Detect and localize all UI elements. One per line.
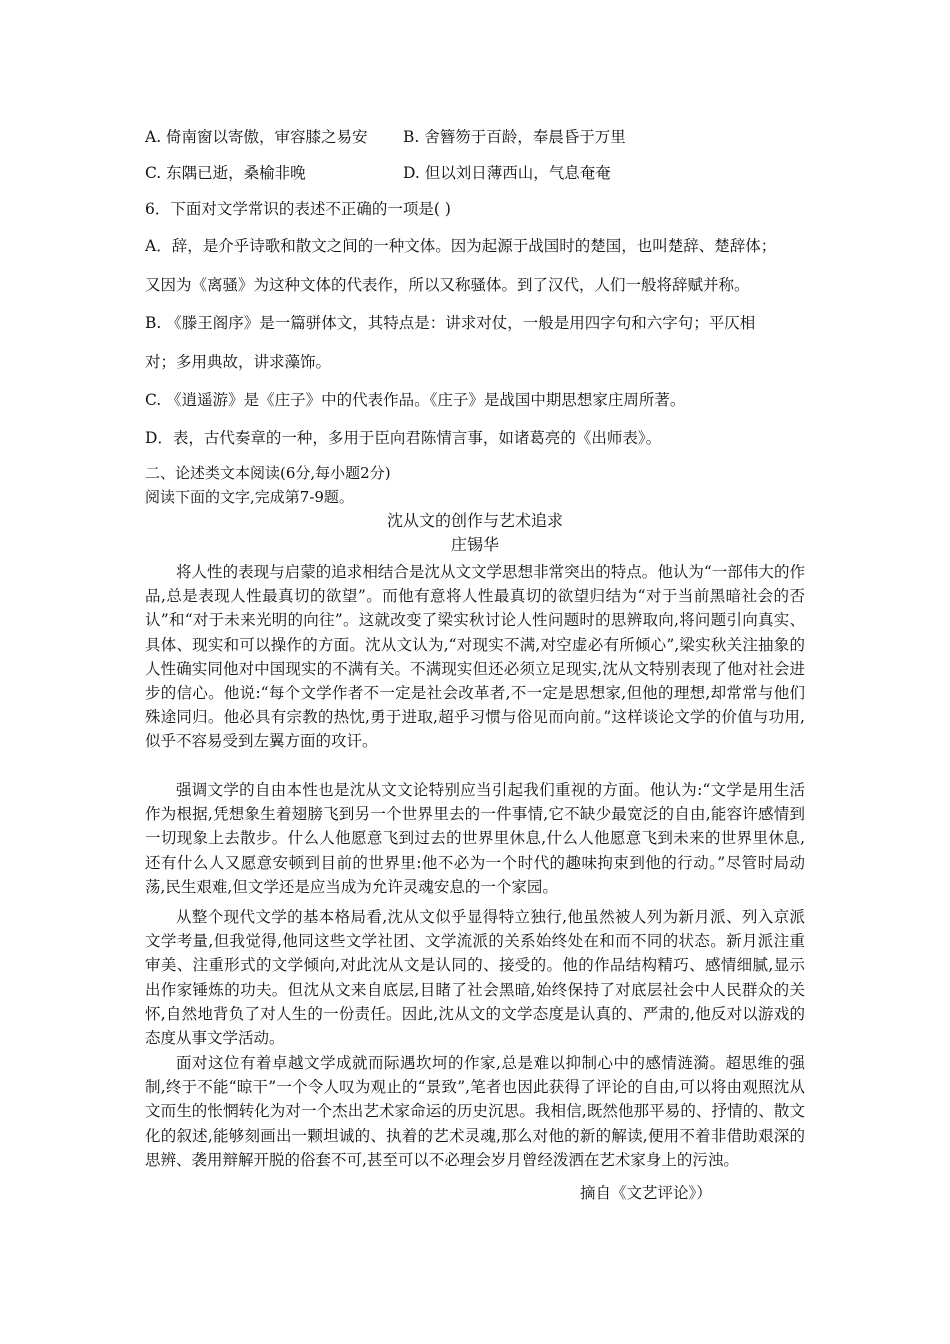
q5-options-row-2 bbox=[145, 163, 611, 183]
section-instruction: 阅读下面的文字,完成第7-9题。 bbox=[145, 488, 354, 506]
article-paragraph-1: 将人性的表现与启蒙的追求相结合是沈从文文学思想非常突出的特点。他认为“一部伟大的作品,总是表现人性最真切的欲望”。而他有意将人性最真切的欲望归结为“对于当前黑暗社会的否认”和“对于未来光明的向往”。这就改变了梁实秋讨论人性问题时的思辨取向,将问题引向真实、具体、现实和可以操作的方面。沈从文认为,“对现实不满,对空虚必有所倾心”,梁实秋关注抽象的人性确实同他对中国现实的不满有关。不满现实但还必须立足现实,沈从文特别表现了他对社会进步的信心。他说:“每个文学作者不一定是社会改革者,不一定是思想家,但他的理想,却常常与他们殊途同归。他必具有宗教的热忱,勇于进取,超乎习惯与俗见而向前。”这样谈论文学的价值与功用,似乎不容易受到左翼方面的攻讦。 bbox=[145, 563, 805, 751]
article-paragraph-2: 强调文学的自由本性也是沈从文文论特别应当引起我们重视的方面。他认为:“文学是用生活作为根据,凭想象生着翅膀飞到另一个世界里去的一件事情,它不缺少最宽泛的自由,能容许感情到一切现象上去散步。什么人他愿意飞到过去的世界里休息,什么人他愿意飞到未来的世界里休息,还有什么人又愿意安顿到目前的世界里:他不必为一个时代的趣味拘束到他的行动。”尽管时局动荡,民生艰难,但文学还是应当成为允许灵魂安息的一个家园。 bbox=[145, 781, 805, 896]
q6-option-a-line-1: A．辞，是介乎诗歌和散文之间的一种文体。因为起源于战国时的楚国，也叫楚辞、楚辞体； bbox=[145, 237, 777, 255]
article-author: 庄锡华 bbox=[450, 535, 499, 554]
section-heading: 二、论述类文本阅读(6分,每小题2分) bbox=[145, 464, 391, 482]
q5-option-d: D. 但以刘日薄西山，气息奄奄 bbox=[403, 164, 611, 182]
q6-stem: 6．下面对文学常识的表述不正确的一项是( ) bbox=[145, 200, 451, 218]
q6-option-b-line-2: 对；多用典故，讲求藻饰。 bbox=[145, 353, 332, 371]
q5-option-c: C. 东隅已逝，桑榆非晚 bbox=[145, 164, 306, 182]
article-source: 摘自《文艺评论》） bbox=[580, 1184, 712, 1202]
q5-option-a: A. 倚南窗以寄傲，审容膝之易安 bbox=[145, 128, 368, 146]
q6-option-c: C. 《逍遥游》是《庄子》中的代表作品。《庄子》是战国中期思想家庄周所著。 bbox=[145, 391, 686, 409]
q6-option-d: D．表，古代奏章的一种，多用于臣向君陈情言事，如诸葛亮的《出师表》。 bbox=[145, 429, 662, 447]
q5-options-row-1 bbox=[145, 127, 626, 147]
article-paragraph-4: 面对这位有着卓越文学成就而际遇坎坷的作家,总是难以抑制心中的感情涟漪。超思维的强制,终于不能“晾干”一个令人叹为观止的“景致”,笔者也因此获得了评论的自由,可以将由观照沈从文而生的怅惘转化为对一个杰出艺术家命运的历史沉思。我相信,既然他那平易的、抒情的、散文化的叙述,能够刻画出一颗坦诚的、执着的艺术灵魂,那么对他的新的解读,便用不着非借助艰深的思辨、袭用辩解开脱的俗套不可,甚至可以不必理会岁月曾经泼洒在艺术家身上的污浊。 bbox=[145, 1054, 805, 1169]
q5-option-b: B. 舍簪笏于百龄，奉晨昏于万里 bbox=[403, 128, 626, 146]
q6-option-a-line-2: 又因为《离骚》为这种文体的代表作，所以又称骚体。到了汉代，人们一般将辞赋并称。 bbox=[145, 276, 750, 294]
article-title: 沈从文的创作与艺术追求 bbox=[386, 511, 563, 530]
article-paragraph-3: 从整个现代文学的基本格局看,沈从文似乎显得特立独行,他虽然被人列为新月派、列入京派文学考量,但我觉得,他同这些文学社团、文学流派的关系始终处在和而不同的状态。新月派注重审美、注重形式的文学倾向,对此沈从文是认同的、接受的。他的作品结构精巧、感情细腻,显示出作家锤炼的功夫。但沈从文来自底层,目睹了社会黑暗,始终保持了对底层社会中人民群众的关怀,自然地背负了对人生的一份责任。因此,沈从文的文学态度是认真的、严肃的,他反对以游戏的态度从事文学活动。 bbox=[145, 908, 805, 1048]
q6-option-b-line-1: B. 《滕王阁序》是一篇骈体文，其特点是：讲求对仗，一般是用四字句和六字句；平仄相 bbox=[145, 314, 756, 332]
